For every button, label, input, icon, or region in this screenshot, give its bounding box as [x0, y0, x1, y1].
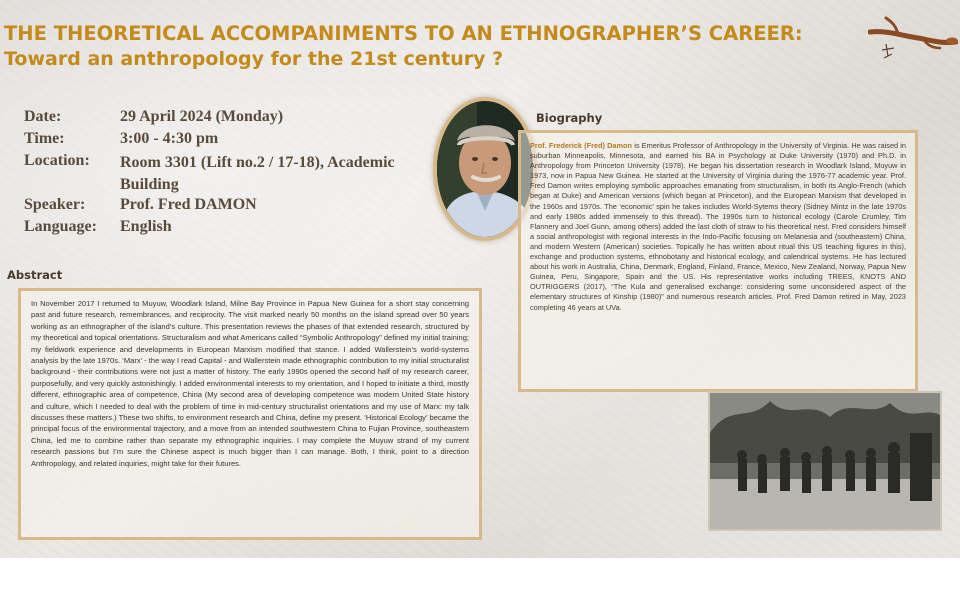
- language-row: [24, 218, 424, 240]
- biography-heading: Biography: [536, 111, 603, 125]
- speaker-value: Prof. Fred DAMON: [120, 196, 257, 213]
- date-row: [24, 108, 424, 130]
- historical-photo: [708, 391, 942, 531]
- biography-text: is Emeritus Professor of Anthropology in the University of Virginia. He was raised in suburban Minneapolis, Minnesota, and earned his BA in Psychology at Duke University (1970) and Ph.D. in Anthropology from Princeton University (1978). He began his dissertation research in Woodlark Island, Muyuw in 1973, now in Papua New Guinea. He started at the University of Virginia during the 1976-77 academic year. Prof. Fred Damon writes employing symbolic approaches emanating from structuralism, in both its Anglo-French (which began at Duke) and American versions (which began at Princeton), and the European Marxism that developed in the 1960s and 1970s. The ‘economic’ spin he takes includes World-Sytems theory (Sidney Mintz in the late 1970s and early 1980s added immensely to this thread). The 1990s turn to historical ecology (Carole Crumley, Tim Flannery and Joel Gunn, among others) added the last cloth of straw to his theoretical nest. Fred considers himself a social anthropologist with regional interests in the Indo-Pacific focusing on Melanesia and (southeastern) China, and modern Western (American) societies. Topically he has written about ritual this US teaching figures in this), exchange and production systems, ethnobotany and historical ecology, and calendrical systems. He has lectured about his work in Australia, China, Denmark, England, Finland, France, Mexico, New Zealand, Norway, Papua New Guinea, Peru, Singapore, Spain and the US. His representative works including TREES, KNOTS AND OUTRIGGERS (2017), “The Kula and generalised exchange: considering some unconsidered aspect of the elementary structures of Kinship (1980)” and numerous research articles. Prof. Fred Damon retired in May, 2023 completing 46 years at UVa.: [530, 141, 907, 312]
- branch-decoration-icon: [868, 14, 958, 66]
- time-label: Time:: [24, 130, 65, 147]
- speaker-label: Speaker:: [24, 196, 86, 213]
- event-details: [24, 108, 424, 240]
- location-row: [24, 152, 424, 196]
- date-label: Date:: [24, 108, 62, 125]
- poster-title-line2: Toward an anthropology for the 21st century ?: [4, 48, 504, 70]
- abstract-text: In November 2017 I returned to Muyuw, Woodlark Island, Milne Bay Province in Papua New Guinea for a short stay concerning past and future research, remembrances, and reciprocity. The visit marked nearly 50 months on the island spread over 50 years working as an ethnographer of the island’s culture. This presentation reviews the phases of that extended research, structured by my theoretical and topical orientations. Structuralism and what Americans called “Symbolic Anthropology” defined my initial training; my fieldwork experience and developments in European Marxism modified that stance. I added Wallerstein’s world-systems analysis by the late 1970s. ‘Marx’ - the way I read Capital - and Wallerstein made ethnographic contribution to my initial structuralist background - their contributions were not just a matter of history. The early 1990s opened the second half of my research career, purposefully, and very quickly astonishingly. I added environmental interests to my orientation, and I hoped to initiate a third, mostly different, ethnographic area of competence, China (My second area of developing competence was modern United State history and culture, which I needed to deal with the problem of time in mid-century structuralist orientations and my use of Marx: my talk discusses these matters.) These two shifts, to environment research and China, define my present. ‘Historical Ecology’ became the principal focus of the environmental trajectory, and a move from an intended southwestern China to Fujian Province, southeastern China, led me to combine rather than separate my ethnographic inquiries. I may complete the Muyuw strand of my current research passions but I’m sure the Chinese aspect is much bigger than I can manage. Both, I think, point to a direction Anthropology, and related inquiries, might take for their futures.: [31, 299, 469, 468]
- abstract-box: [18, 288, 482, 540]
- speaker-row: [24, 196, 424, 218]
- location-value: Room 3301 (Lift no.2 / 17-18), Academic Building: [120, 154, 395, 193]
- poster-title-line1: THE THEORETICAL ACCOMPANIMENTS TO AN ETHNOGRAPHER’S CAREER:: [4, 22, 803, 45]
- language-label: Language:: [24, 218, 97, 235]
- biography-speaker-name: Prof. Frederick (Fred) Damon: [530, 141, 633, 150]
- time-row: [24, 130, 424, 152]
- bottom-blank-area: [0, 558, 960, 600]
- language-value: English: [120, 218, 172, 235]
- biography-box: [518, 130, 918, 392]
- time-value: 3:00 - 4:30 pm: [120, 130, 219, 147]
- biography-paragraph: [530, 141, 906, 313]
- field-photo-image: [710, 393, 940, 529]
- location-label: Location:: [24, 152, 90, 169]
- abstract-heading: Abstract: [7, 268, 63, 282]
- date-value: 29 April 2024 (Monday): [120, 108, 284, 125]
